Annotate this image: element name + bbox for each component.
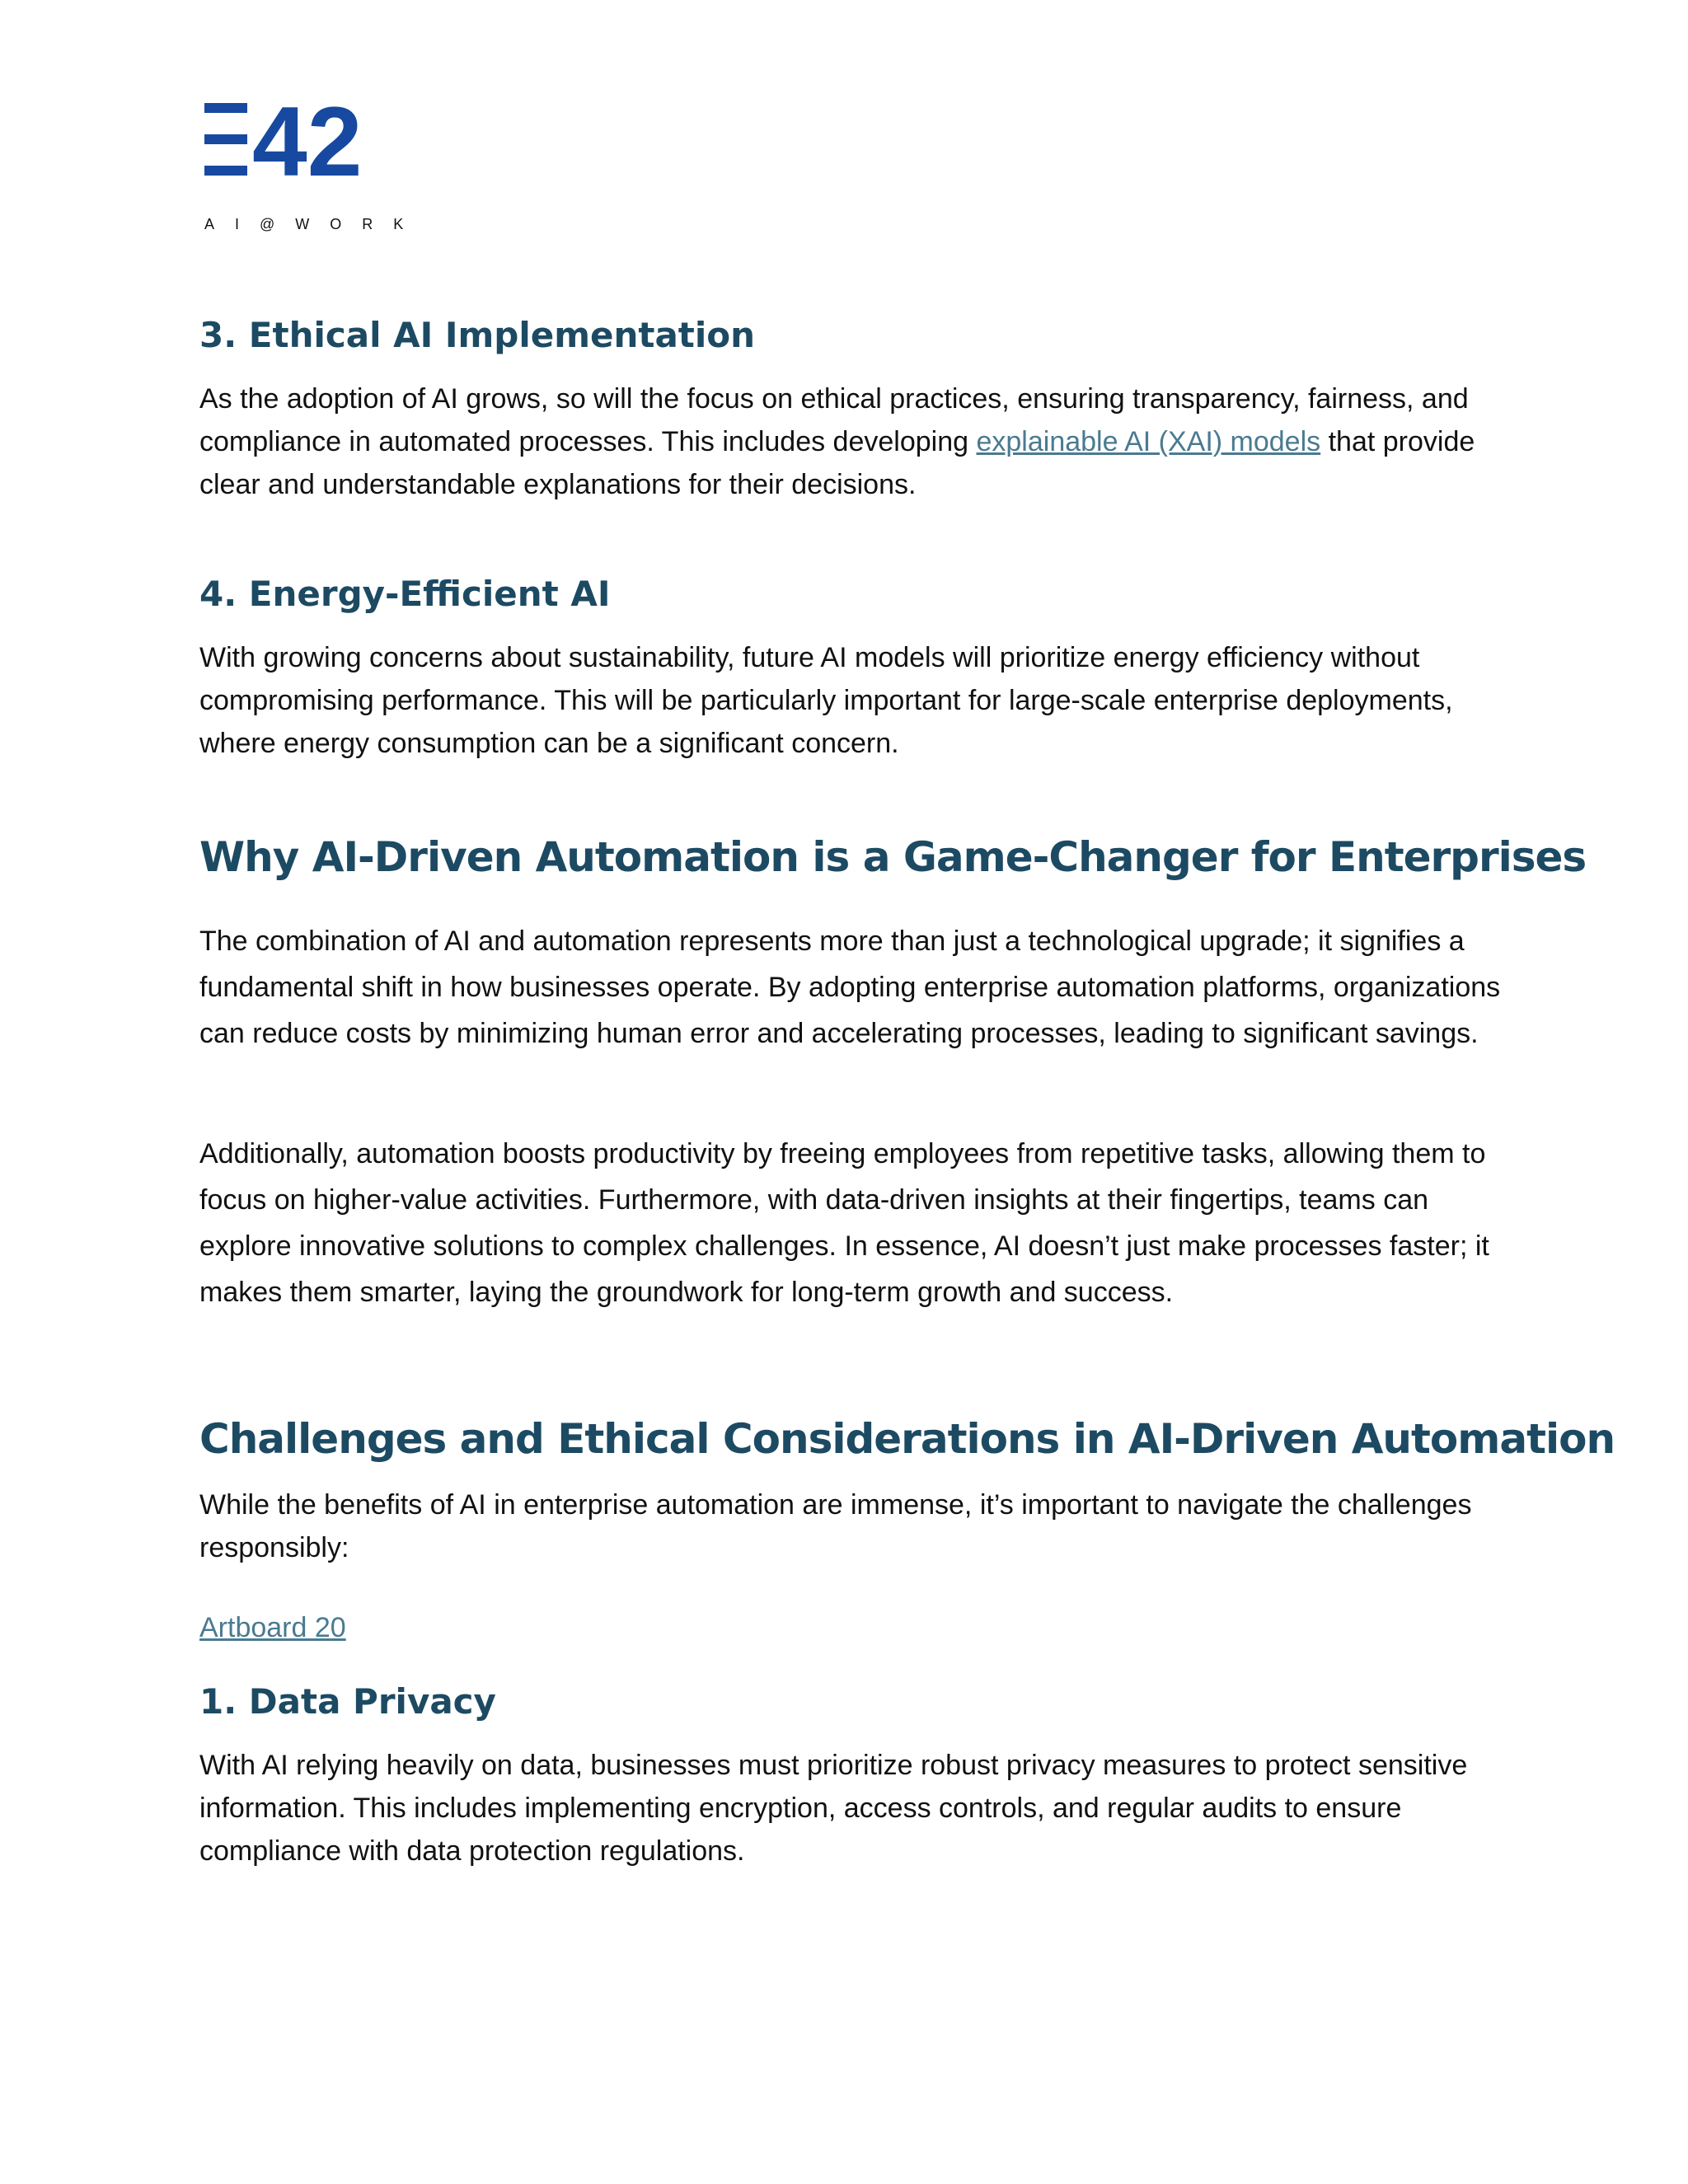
data-privacy-heading: 1. Data Privacy [199,1681,496,1722]
energy-ai-paragraph: With growing concerns about sustainability, future AI models will prioritize energy efficiency without compromising performance. This will be particularly important for large-scale enterprise deployments, where energy consumption can be a significant concern. [199,642,1453,759]
ethical-ai-paragraph [199,377,1502,506]
xai-models-link[interactable]: explainable AI (XAI) models [976,426,1321,457]
data-privacy-paragraph: With AI relying heavily on data, businesses must prioritize robust privacy measures to protect sensitive information. This includes implementing encryption, access controls, and regular audits to ensure compliance with data protection regulations. [199,1750,1468,1867]
ethical-ai-heading: 3. Ethical AI Implementation [199,315,756,355]
artboard-20-link[interactable]: Artboard 20 [199,1612,346,1643]
game-changer-heading: Why AI-Driven Automation is a Game-Changer for Enterprises [199,833,1587,881]
ethical-ai-text-after: that provide clear and understandable explanations for their decisions. [199,426,1475,500]
challenges-heading: Challenges and Ethical Considerations in AI-Driven Automation [199,1415,1615,1463]
energy-ai-heading: 4. Energy-Efficient AI [199,574,611,614]
svg-text:42: 42 [252,101,363,197]
logo-tagline: AI@WORK [204,216,424,232]
ethical-ai-text-before: As the adoption of AI grows, so will the focus on ethical practices, ensuring transparency, fairness, and compliance in automated processes. This includes developing [199,383,1469,457]
game-changer-paragraph-1: The combination of AI and automation represents more than just a technological upgrade; it signifies a fundamental shift in how businesses operate. By adopting enterprise automation platforms, organizations can reduce costs by minimizing human error and accelerating processes, leading to significant savings. [199,926,1501,1049]
game-changer-paragraph-2: Additionally, automation boosts productivity by freeing employees from repetitive tasks, allowing them to focus on higher-value activities. Furthermore, with data-driven insights at their fingertips, teams can explore innovative solutions to complex challenges. In essence, AI doesn’t just make processes faster; it makes them smarter, laying the groundwork for long-term growth and success. [199,1138,1489,1308]
challenges-paragraph: While the benefits of AI in enterprise automation are immense, it’s important to navigate the challenges responsibly: [199,1489,1472,1563]
